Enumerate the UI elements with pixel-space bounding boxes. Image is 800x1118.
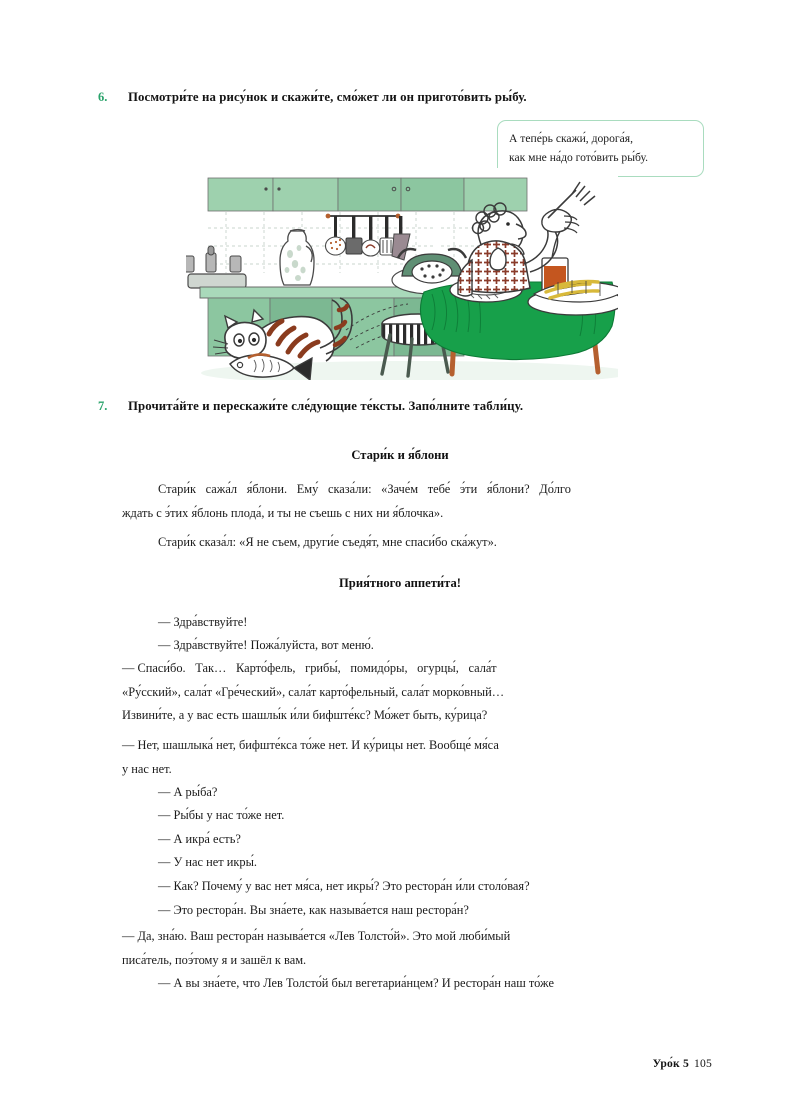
dialog-nomeat-paragraph	[122, 734, 678, 781]
dialog-line-4-text: Ры́бы у нас то́же нет.	[173, 808, 285, 822]
story-title-appetit: Прия́тного аппети́та!	[339, 576, 461, 590]
dialog-line-1	[122, 611, 678, 635]
dialog-menu-paragraph	[122, 657, 678, 728]
speech-bubble-line-1: А тепе́рь скажи́, дорога́я,	[509, 132, 633, 145]
speech-bubble-line-2: как мне на́до гото́вить ры́бу.	[509, 151, 648, 164]
dialog-dash: —	[122, 738, 135, 752]
dialog-dash: —	[158, 785, 171, 799]
footer-lesson-label: Уро́к 5	[652, 1057, 689, 1070]
dialog-dash: —	[158, 976, 171, 990]
dialog-line-8	[122, 899, 678, 923]
dialog-line-2-text: Здра́вствуйте! Пожа́луйста, вот меню́.	[173, 638, 374, 652]
exercise-7-number: 7.	[98, 399, 108, 413]
dialog-dash: —	[158, 615, 171, 629]
dialog-line-6-text: У нас нет икры́.	[173, 855, 258, 869]
upper-cabinets	[208, 178, 527, 211]
dialog-dash: —	[158, 638, 171, 652]
dialog-line-9	[122, 972, 678, 996]
dialog-menu-line1	[122, 657, 678, 681]
story-apples-paragraph-1	[122, 478, 678, 525]
footer-page-number: 105	[694, 1057, 712, 1070]
dialog-nomeat-line2: у нас нет.	[122, 761, 172, 776]
dialog-line-3	[122, 781, 678, 805]
dialog-tolstoy-line1-text: Да, зна́ю. Ваш рестора́н называ́ется «Лев Толсто́й». Это мой люби́мый	[137, 929, 511, 943]
dialog-tolstoy-line2: писа́тель, поэ́тому я и зашёл к вам.	[122, 952, 307, 967]
dialog-dash: —	[122, 929, 135, 943]
dialog-dash: —	[158, 879, 171, 893]
story-apples-paragraph-2	[122, 531, 678, 555]
dialog-line-3-text: А ры́ба?	[173, 785, 218, 799]
exercise-7-prompt: Прочита́йте и перескажи́те сле́дующие те́ксты. Запо́лните табли́цу.	[128, 399, 524, 413]
dialog-line-8-text: Это рестора́н. Вы зна́ете, как называ́ется наш рестора́н?	[173, 903, 469, 917]
dialog-dash: —	[158, 808, 171, 822]
exercise-6-prompt: Посмотри́те на рису́нок и скажи́те, смо́жет ли он пригото́вить ры́бу.	[128, 90, 527, 104]
story-apples-p1-line2: ждать с э́тих я́блонь плода́, и ты не съешь с них ни я́блочка».	[122, 505, 444, 520]
dialog-menu-line2: «Ру́сский», сала́т «Гре́ческий», сала́т карто́фельный, сала́т морко́вный…	[122, 684, 505, 699]
dialog-nomeat-line1-text: Нет, шашлыка́ нет, бифште́кса то́же нет. И ку́рицы нет. Вообще́ мя́са	[137, 738, 499, 752]
dialog-line-9-text: А вы зна́ете, что Лев Толсто́й был вегетариа́нцем? И рестора́н наш то́же	[173, 976, 554, 990]
story-apples-p2-line1: Стари́к сказа́л: «Я не съем, други́е съедя́т, мне спаси́бо ска́жут».	[158, 535, 497, 549]
dialog-tolstoy-paragraph	[122, 925, 678, 972]
dialog-menu-line3: Извини́те, а у вас есть шашлы́к и́ли бифште́кс? Мо́жет быть, ку́рица?	[122, 708, 488, 722]
dialog-line-2	[122, 634, 678, 658]
dialog-dash: —	[122, 661, 135, 675]
exercise-6-number: 6.	[98, 90, 108, 104]
dialog-line-4	[122, 804, 678, 828]
dialog-dash: —	[158, 855, 171, 869]
story-title-apples: Стари́к и я́блони	[351, 448, 449, 462]
exercise-7-heading	[98, 399, 523, 414]
dialog-menu-line1-text: Спаси́бо. Так… Карто́фель, грибы́, помидо́ры, огурцы́, сала́т	[137, 661, 497, 675]
dialog-line-6	[122, 851, 678, 875]
page-footer	[653, 1057, 712, 1070]
exercise-6-heading	[98, 90, 527, 105]
dialog-line-5-text: А икра́ есть?	[173, 832, 241, 846]
dialog-dash: —	[158, 903, 171, 917]
dialog-tolstoy-line1	[122, 925, 678, 949]
dialog-line-1-text: Здра́вствуйте!	[173, 615, 248, 629]
kitchen-illustration	[186, 168, 618, 380]
dialog-line-7	[122, 875, 678, 899]
dialog-line-5	[122, 828, 678, 852]
story-apples-p1-line1: Стари́к сажа́л я́блони. Ему́ сказа́ли: «Заче́м тебе́ э́ти я́блони? До́лго	[158, 482, 571, 496]
dialog-line-7-text: Как? Почему́ у вас нет мя́са, нет икры́? Это рестора́н и́ли столо́вая?	[173, 879, 530, 893]
dialog-nomeat-line1	[122, 734, 678, 758]
dialog-dash: —	[158, 832, 171, 846]
